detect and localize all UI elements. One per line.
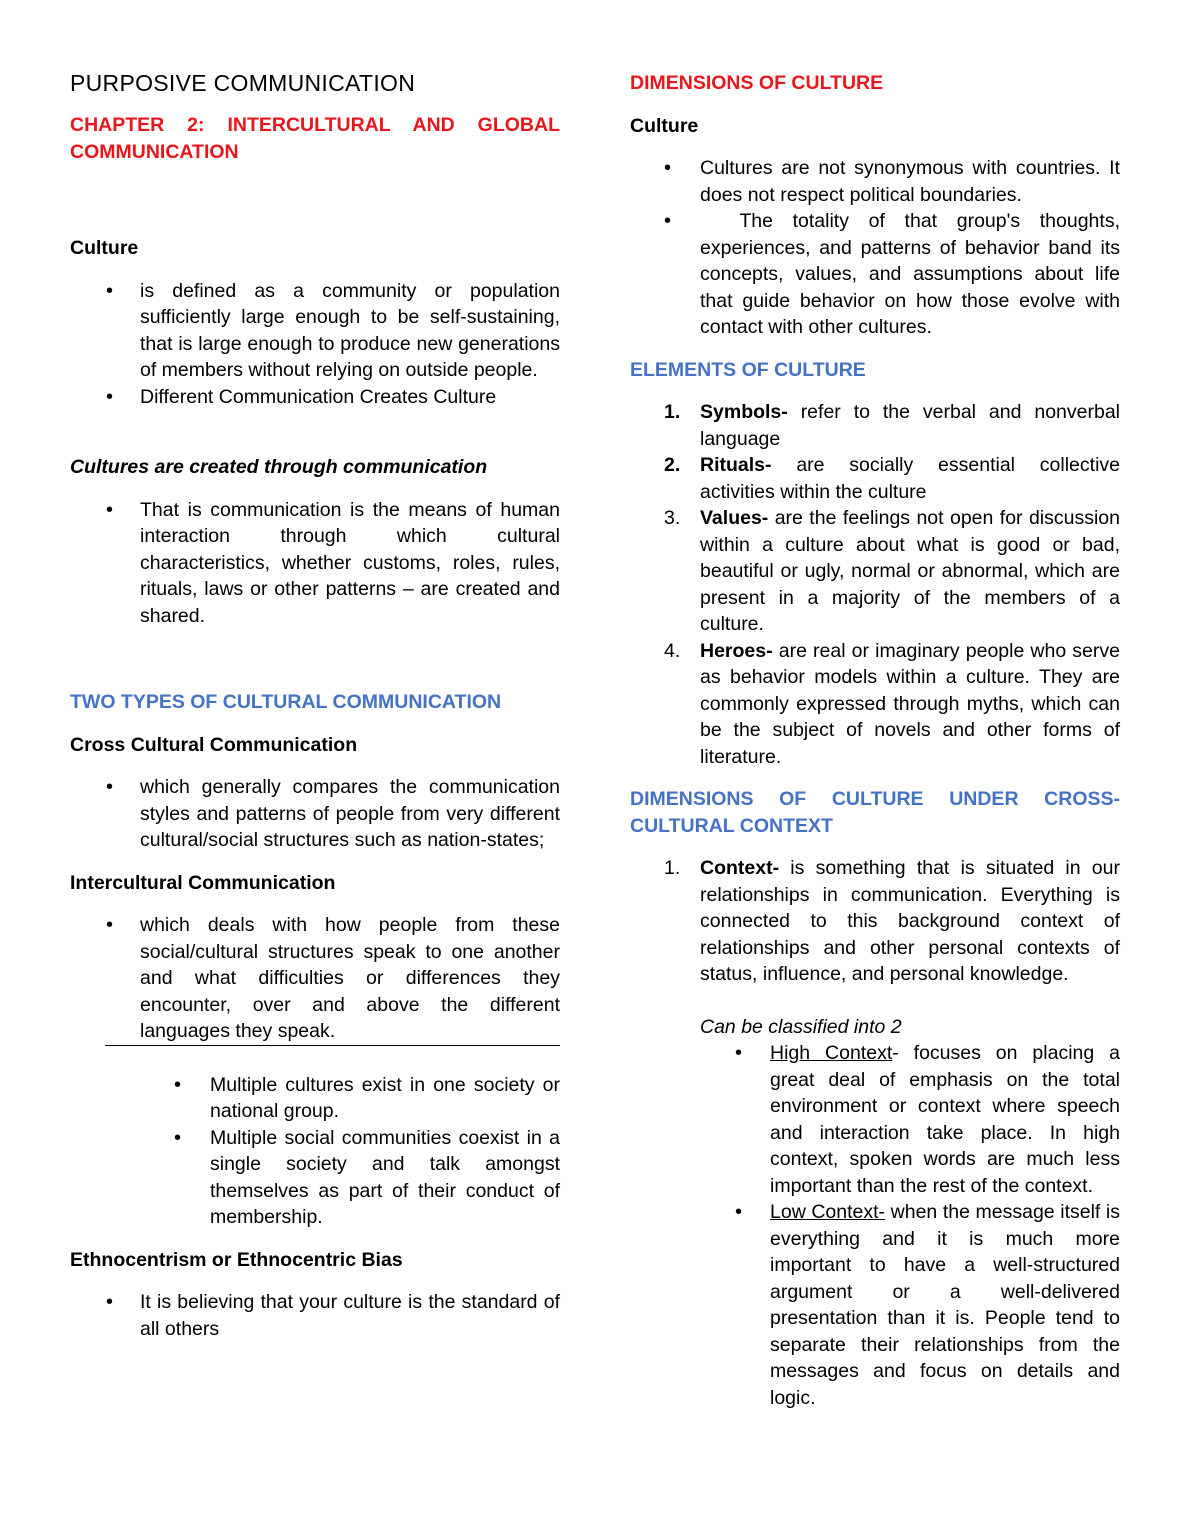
bullet-icon [106,912,116,939]
bullet-icon [664,208,674,235]
list-item-text: Cultures are not synonymous with countries. It does not respect political boundaries. [700,157,1120,206]
item-term: Context- [700,857,780,879]
item-term: Low Context- [770,1201,886,1223]
chapter-heading-line1: CHAPTER 2: INTERCULTURAL AND GLOBAL [70,114,560,136]
item-number: 1. [664,401,681,423]
right-column [630,66,1126,1427]
list-item-text: Multiple social communities coexist in a single society and talk amongst themselves as part of their conduct of membership. [210,1126,560,1228]
list-item [70,1125,560,1231]
elements-list [630,399,1120,770]
list-item-text: which deals with how people from these social/cultural structures speak to one another and what difficulties or differences they encounter, over and above the different languages they speak. [140,914,560,1042]
list-item [630,208,1126,341]
intercultural-list [70,912,560,1045]
list-item-text: refer to the verbal and nonverbal language [700,401,1120,450]
bullet-icon [106,497,116,524]
list-item [70,912,560,1045]
list-item-text: Multiple cultures exist in one society or national group. [210,1073,560,1122]
list-item [630,855,1120,988]
list-item [70,497,560,630]
list-item-text: is defined as a community or population sufficiently large enough to be self-sustaining, that is large enough to produce new generations of members without relying on outside people. [140,279,560,381]
chapter-heading-line2: COMMUNICATION [70,140,239,163]
ethnocentrism-list [70,1289,560,1342]
classify-text: Can be classified into 2 [700,1015,902,1038]
list-item [70,384,560,411]
bullet-icon [106,774,116,801]
left-column [70,66,560,1358]
multiple-cultures-list [70,1072,560,1231]
dimensions-heading: DIMENSIONS OF CULTURE [630,72,884,94]
list-item [630,452,1120,505]
item-term: Rituals- [700,454,772,476]
list-item [70,774,560,854]
right-culture-heading: Culture [630,114,699,137]
list-item [630,1199,1120,1411]
list-item [630,638,1120,771]
elements-heading: ELEMENTS OF CULTURE [630,358,866,381]
bullet-icon [106,278,116,305]
list-item-text: are the feelings not open for discussion within a culture about what is good or bad, beautiful or ugly, normal or abnormal, which are present in a majority of the members of a culture. [700,507,1120,635]
item-term: High Context [770,1042,893,1064]
list-item [70,278,560,384]
culture-list [70,278,560,411]
ethnocentrism-heading: Ethnocentrism or Ethnocentric Bias [70,1248,403,1271]
list-item-text: are socially essential collective activities within the culture [700,454,1120,503]
list-item [70,1072,560,1125]
list-item-text: That is communication is the means of human interaction through which cultural characteristics, whether customs, roles, rules, rituals, laws or other patterns – are created and shared. [140,498,560,627]
context-list [630,855,1120,988]
bullet-icon [174,1125,184,1152]
cultures-created-heading: Cultures are created through communication [70,456,488,478]
two-types-heading: TWO TYPES OF CULTURAL COMMUNICATION [70,691,502,713]
list-item [630,399,1120,452]
list-item [630,1040,1120,1199]
list-item-text: are real or imaginary people who serve as behavior models within a culture. They are commonly expressed through myths, which can be the subject of novels and other forms of literature. [700,639,1120,768]
list-item [630,505,1120,638]
intercultural-heading: Intercultural Communication [70,871,336,894]
cross-cultural-heading: Cross Cultural Communication [70,733,358,756]
cross-cultural-list [70,774,560,854]
list-item [70,1289,560,1342]
culture-heading: Culture [70,237,139,259]
list-item-text: when the message itself is everything and it is much more important to have a well-structured argument or a well-delivered presentation than it is. People tend to separate their relationships from the messages and focus on details and logic. [770,1201,1120,1409]
list-item-text: is something that is situated in our relationships in communication. Everything is connected to this background context of relationships and other personal contexts of status, influence, and personal knowledge. [700,857,1120,985]
item-number: 2. [664,454,681,476]
item-number: 4. [664,639,681,662]
bullet-icon [106,384,116,411]
context-types-list [630,1040,1120,1411]
item-number: 3. [664,507,681,529]
item-term: Values- [700,507,769,529]
cross-dimensions-heading: DIMENSIONS OF CULTURE UNDER CROSS-CULTURAL CONTEXT [630,788,1120,837]
document-title: PURPOSIVE COMMUNICATION [70,70,416,96]
horizontal-rule [105,1045,560,1046]
bullet-icon [174,1072,184,1099]
right-culture-list [630,155,1126,341]
bullet-icon [735,1040,745,1067]
item-number: 1. [664,857,681,879]
cultures-created-list [70,497,560,630]
bullet-icon [106,1289,116,1316]
chapter-heading [70,112,560,165]
item-term: Symbols- [700,401,788,423]
item-term: Heroes- [700,639,773,662]
list-item-text: which generally compares the communication styles and patterns of people from very different cultural/social structures such as nation-states; [140,776,560,851]
list-item-text: Different Communication Creates Culture [140,385,497,408]
bullet-icon [664,155,674,182]
list-item [630,155,1120,208]
list-item-text: - focuses on placing a great deal of emphasis on the total environment or context where speech and interaction take place. In high context, spoken words are much less important than the rest of the context. [770,1042,1120,1197]
bullet-icon [735,1199,745,1226]
list-item-text: It is believing that your culture is the standard of all others [140,1291,560,1340]
list-item-text: The totality of that group's thoughts, experiences, and patterns of behavior band its concepts, values, and assumptions about life that guide behavior on how those evolve with contact with other cultures. [700,210,1126,338]
